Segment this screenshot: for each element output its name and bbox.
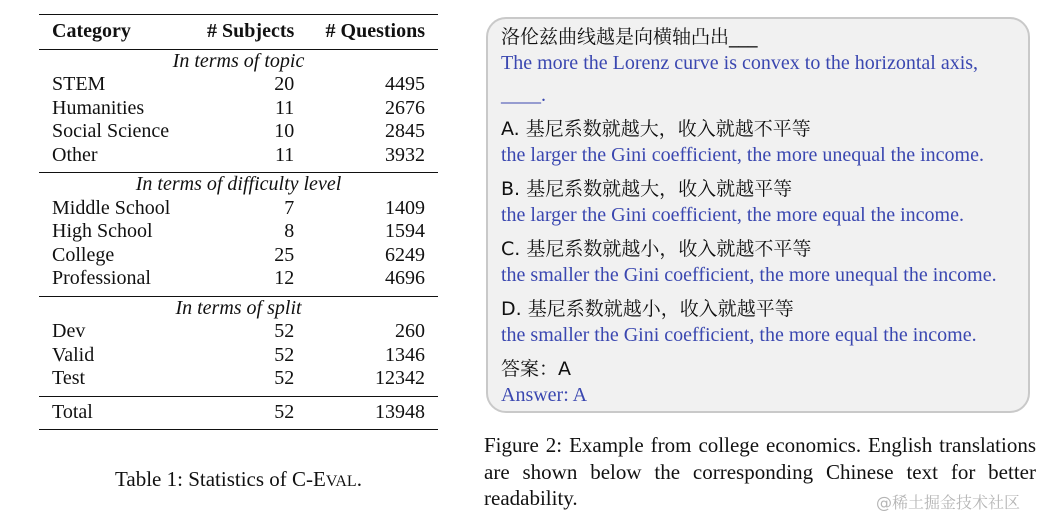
row-category: Test [52,367,86,389]
section-title-difficulty: In terms of difficulty level [135,173,342,195]
table-row [39,220,438,244]
option-a-english: the larger the Gini coefficient, the more unequal the income. [501,144,984,166]
stats-table-grid [39,14,438,430]
row-category: High School [52,220,153,242]
row-category: Valid [52,343,95,366]
answer-english: Answer: A [501,384,588,406]
total-subjects: 52 [274,400,295,423]
row-subjects: 25 [274,243,295,266]
table-row [39,120,438,144]
table-row [39,73,438,97]
question-english-line1: The more the Lorenz curve is convex to the horizontal axis, [501,52,979,74]
table-header-row [39,15,438,50]
row-questions: 1594 [385,220,425,242]
row-questions: 1346 [385,343,425,366]
option-d-english: the smaller the Gini coefficient, the more equal the income. [501,324,977,346]
row-subjects: 52 [274,367,295,389]
example-question-box [486,17,1030,413]
table-caption-suffix: . [356,467,362,491]
section-title-split: In terms of split [175,296,302,319]
row-category: Other [52,143,98,166]
row-subjects: 10 [274,120,295,142]
option-c-english: the smaller the Gini coefficient, the more unequal the income. [501,264,997,286]
row-subjects: 12 [274,267,295,289]
question-chinese: 洛伦兹曲线越是向横轴凸出___ [501,26,758,48]
row-category: Social Science [52,120,170,142]
option-b-chinese: B. 基尼系数就越大，收入就越平等 [501,178,793,200]
row-questions: 4495 [385,73,425,95]
option-d-chinese: D. 基尼系数就越小，收入就越平等 [501,298,794,320]
answer-chinese: 答案：A [501,358,571,380]
row-questions: 3932 [385,143,425,166]
statistics-table [39,14,438,430]
table-caption-prefix: Table 1: Statistics of C-E [115,467,326,491]
table-row [39,197,438,221]
table-row [39,267,438,296]
total-questions: 13948 [375,400,425,423]
site-watermark: @稀土掘金技术社区 [876,493,1021,512]
table-caption-smallcaps: VAL [325,473,357,490]
table-row [39,367,438,396]
table-row [39,244,438,268]
section-header-row [39,296,438,320]
table-row [39,97,438,121]
row-subjects: 8 [284,220,295,242]
header-category: Category [52,20,131,42]
row-questions: 4696 [385,267,425,289]
row-category: STEM [52,73,106,95]
section-header-row [39,49,438,73]
row-subjects: 52 [274,343,295,366]
row-subjects: 11 [275,96,295,119]
row-subjects: 11 [275,143,295,166]
row-subjects: 52 [274,320,295,342]
row-category: Middle School [52,196,171,219]
table-row [39,344,438,368]
row-questions: 2845 [385,120,425,142]
section-header-row [39,173,438,197]
section-title-topic: In terms of topic [172,49,305,72]
row-questions: 2676 [385,96,425,119]
header-questions: # Questions [325,20,425,42]
table-row [39,320,438,344]
option-c-chinese: C. 基尼系数就越小，收入就越不平等 [501,238,812,260]
question-english-line2: ____. [501,84,546,106]
table-total-row [39,396,438,430]
row-category: Dev [52,320,86,342]
row-category: Professional [52,267,151,289]
row-subjects: 20 [274,73,295,95]
table-caption [39,467,438,492]
row-questions: 260 [395,320,425,342]
figure-caption: Figure 2: Example from college economics. English translations are shown below the corresponding Chinese text for better readability. [484,433,1036,510]
row-questions: 1409 [385,196,425,219]
total-label: Total [52,400,93,423]
row-questions: 12342 [375,367,425,389]
row-questions: 6249 [385,243,425,266]
option-b-english: the larger the Gini coefficient, the more equal the income. [501,204,964,226]
row-category: College [52,243,115,266]
option-a-chinese: A. 基尼系数就越大，收入就越不平等 [501,118,811,140]
row-category: Humanities [52,96,145,119]
table-row [39,144,438,173]
header-subjects: # Subjects [207,20,295,42]
row-subjects: 7 [284,196,295,219]
